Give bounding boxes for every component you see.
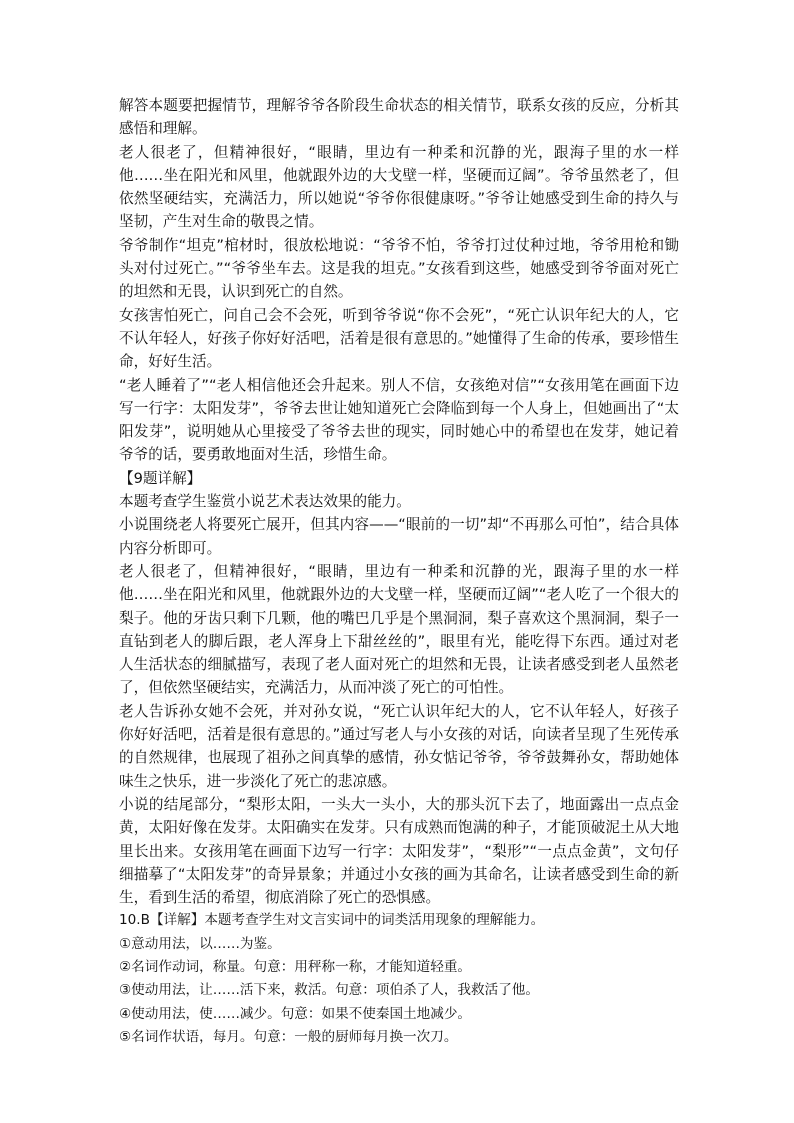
paragraph-fear: 女孩害怕死亡，问自己会不会死，听到爷爷说“你不会死”，“死亡认识年纪大的人，它不认年轻人，好孩子你好好活吧，活着是很有意思的。”她懂得了生命的传承，要珍惜生命，好好生活。: [119, 306, 679, 371]
paragraph-q9-old-man: 老人很老了，但精神很好，“眼睛，里边有一种柔和沉静的光，跟海子里的水一样他……坐在阳光和风里，他就跟外边的大戈壁一样，坚硬而辽阔”“老人吃了一个很大的梨子。他的牙齿只剩下几颗，他的嘴巴几乎是个黑洞洞，梨子喜欢这个黑洞洞，梨子一直钻到老人的脚后跟，老人浑身上下甜丝丝的”，眼里有光，能吃得下东西。通过对老人生活状态的细腻描写，表现了老人面对死亡的坦然和无畏，让读者感受到老人虽然老了，但依然坚硬结实，充满活力，从而冲淡了死亡的可怕性。: [119, 562, 679, 697]
section-heading-q9: 【9题详解】: [119, 469, 202, 487]
list-item-3: ③使动用法，让……活下来，救活。句意：项伯杀了人，我救活了他。: [119, 982, 539, 999]
paragraph-tank: 爷爷制作“坦克”棺材时，很放松地说：“爷爷不怕，爷爷打过仗种过地，爷爷用枪和锄头对付过死亡。”“爷爷坐车去。这是我的坦克。”女孩看到这些，她感受到爷爷面对死亡的坦然和无畏，认识到死亡的自然。: [119, 236, 679, 301]
paragraph-sun-sprout: “老人睡着了”“老人相信他还会升起来。别人不信，女孩绝对信”“女孩用笔在画面下边写一行字：太阳发芽”，爷爷去世让她知道死亡会降临到每一个人身上，但她画出了“太阳发芽”，说明她从心里接受了爷爷去世的现实，同时她心中的希望也在发芽，她记着爷爷的话，要勇敢地面对生活，珍惜生命。: [119, 376, 679, 464]
paragraph-health: 老人很老了，但精神很好，“眼睛，里边有一种柔和沉静的光，跟海子里的水一样他……坐在阳光和风里，他就跟外边的大戈壁一样，坚硬而辽阔”。爷爷虽然老了，但依然坚硬结实，充满活力，所以她说“爷爷你很健康呀。”爷爷让她感受到生命的持久与坚韧，产生对生命的敬畏之情。: [119, 143, 679, 231]
list-item-1: ①意动用法，以……为鉴。: [119, 935, 281, 952]
paragraph-q9-intro: 本题考查学生鉴赏小说艺术表达效果的能力。: [119, 493, 411, 511]
paragraph-q9-theme: 小说围绕老人将要死亡展开，但其内容——“眼前的一切”却“不再那么可怕”，结合具体内容分析即可。: [119, 516, 679, 557]
paragraph-q9-dialogue: 老人告诉孙女她不会死，并对孙女说，“死亡认识年纪大的人，它不认年轻人，好孩子你好好活吧，活着是很有意思的。”通过写老人与小女孩的对话，向读者呈现了生死传承的自然规律，也展现了祖孙之间真挚的感情，孙女惦记爷爷，爷爷鼓舞孙女，帮助她体味生之快乐，进一步淡化了死亡的悲凉感。: [119, 702, 679, 790]
paragraph-q10-answer: 10.B【详解】本题考查学生对文言实词中的词类活用现象的理解能力。: [119, 912, 545, 929]
list-item-5: ⑤名词作状语，每月。句意：一般的厨师每月换一次刀。: [119, 1028, 458, 1045]
document-page: [119, 94, 679, 1049]
list-item-2: ②名词作动词，称量。句意：用秤称一称，才能知道轻重。: [119, 958, 472, 975]
paragraph-intro: 解答本题要把握情节，理解爷爷各阶段生命状态的相关情节，联系女孩的反应，分析其感悟和理解。: [119, 97, 679, 138]
paragraph-q9-ending: 小说的结尾部分，“梨形太阳，一头大一头小，大的那头沉下去了，地面露出一点点金黄，太阳好像在发芽。太阳确实在发芽。只有成熟而饱满的种子，才能顶破泥土从大地里长出来。女孩用笔在画面下边写一行字：太阳发芽”，“梨形”“一点点金黄”，文句仔细描摹了“太阳发芽”的奇异景象；并通过小女孩的画为其命名，让读者感受到生命的新生，看到生活的希望，彻底消除了死亡的恐惧感。: [119, 795, 679, 907]
list-item-4: ④使动用法，使……减少。句意：如果不使秦国土地减少。: [119, 1005, 472, 1022]
